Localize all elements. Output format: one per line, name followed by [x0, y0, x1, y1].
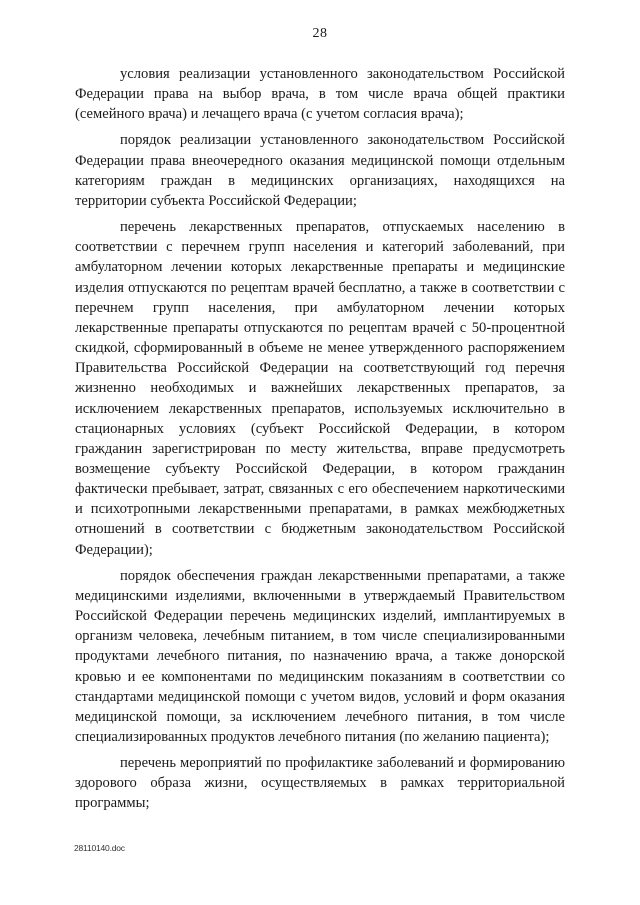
page-number: 28	[312, 26, 328, 41]
document-body	[75, 64, 565, 814]
paragraph-choice-of-doctor: условия реализации установленного законодательством Российской Федерации права на выбор врача, в том числе врача общей практики (семейного врача) и лечащего врача (с учетом согласия врача);	[75, 66, 565, 123]
paragraph-priority-care: порядок реализации установленного законодательством Российской Федерации права внеочередного оказания медицинской помощи отдельным категориям граждан в медицинских организациях, находящихся на территории субъекта Российской Федерации;	[75, 132, 565, 209]
paragraph-drug-provision: порядок обеспечения граждан лекарственными препаратами, а также медицинскими изделиями, включенными в утверждаемый Правительством Российской Федерации перечень медицинских изделий, имплантируемых в организм человека, лечебным питанием, в том числе специализированными продуктами лечебного питания, по назначению врача, а также донорской кровью и ее компонентами по медицинским показаниям в соответствии со стандартами медицинской помощи с учетом видов, условий и форм оказания медицинской помощи, за исключением лечебного питания, в том числе специализированных продуктов лечебного питания (по желанию пациента);	[75, 567, 565, 745]
paragraph-drug-list: перечень лекарственных препаратов, отпускаемых населению в соответствии с перечнем групп населения и категорий заболеваний, при амбулаторном лечении которых лекарственные препараты и медицинские изделия отпускаются по рецептам врачей бесплатно, а также в соответствии с перечнем групп населения, при амбулаторном лечении которых лекарственные препараты отпускаются по рецептам врачей с 50-процентной скидкой, сформированный в объеме не менее утвержденного распоряжением Правительства Российской Федерации на соответствующий год перечня жизненно необходимых и важнейших лекарственных препаратов, за исключением лекарственных препаратов, используемых исключительно в стационарных условиях (субъект Российской Федерации, в котором гражданин зарегистрирован по месту жительства, вправе предусмотреть возмещение субъекту Российской Федерации, в котором гражданин фактически пребывает, затрат, связанных с его обеспечением наркотическими и психотропными лекарственными препаратами, в рамках межбюджетных отношений в соответствии с бюджетным законодательством Российской Федерации);	[75, 219, 565, 558]
footer-file-name: 28110140.doc	[74, 843, 125, 853]
paragraph-prevention-measures: перечень мероприятий по профилактике заболеваний и формированию здорового образа жизни, осуществляемых в рамках территориальной программы;	[75, 755, 565, 812]
